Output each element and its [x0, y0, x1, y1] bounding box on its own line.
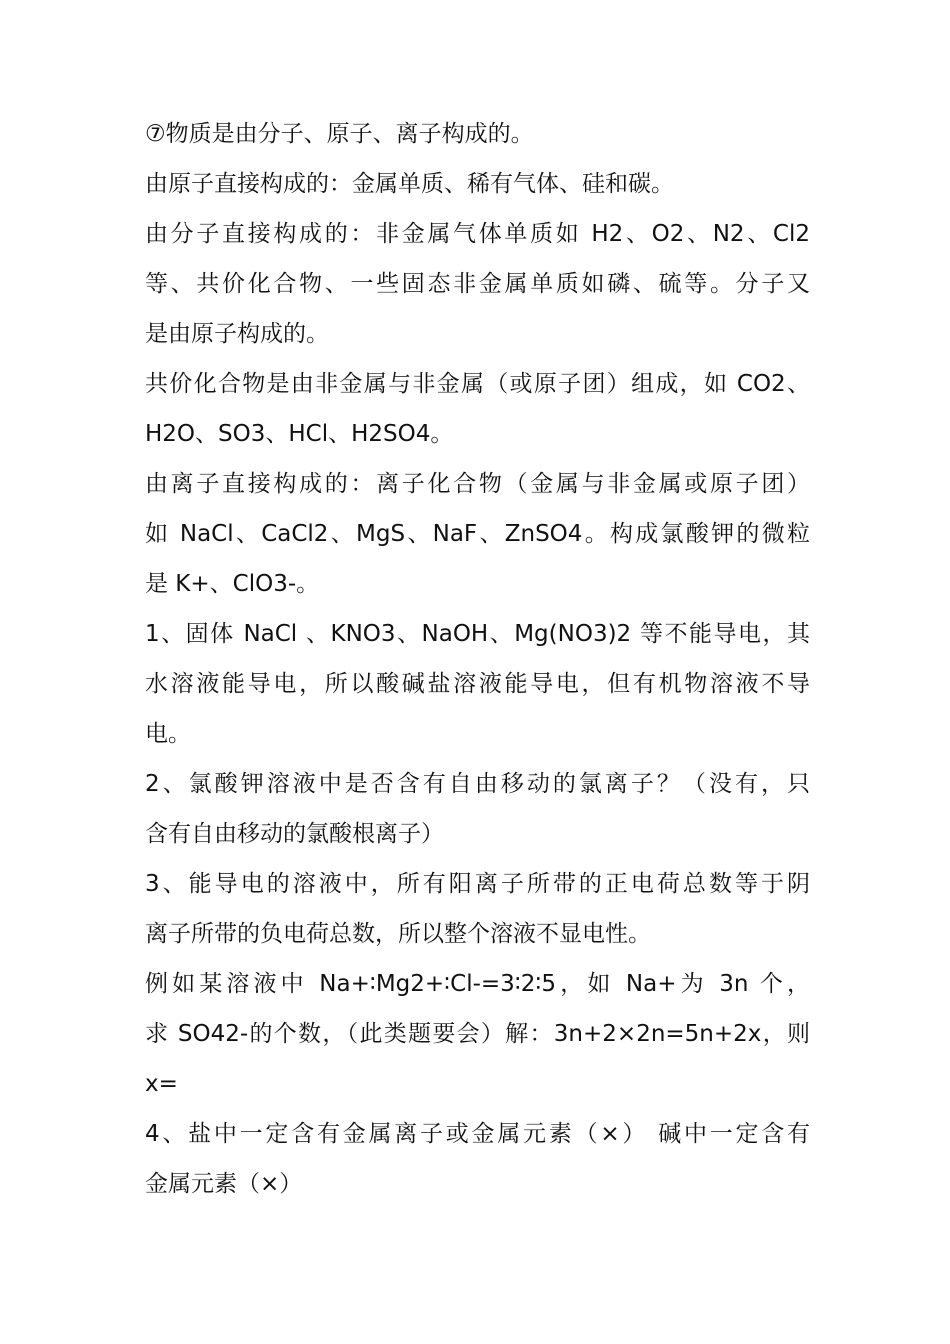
text-line: 求 SO42-的个数，（此类题要会）解：3n+2×2n=5n+2x，则 — [145, 1021, 810, 1047]
text-line: ⑦物质是由分子、原子、离子构成的。 — [145, 121, 534, 147]
text-line: 例如某溶液中 Na+∶Mg2+∶Cl-=3∶2∶5，如 Na+为 3n 个， — [145, 971, 810, 997]
text-line: 由分子直接构成的：非金属气体单质如 H2、O2、N2、Cl2 — [145, 221, 810, 247]
text-line: 3、能导电的溶液中，所有阳离子所带的正电荷总数等于阴 — [145, 871, 810, 897]
text-line: 金属元素（×） — [145, 1171, 303, 1197]
text-line: 等、共价化合物、一些固态非金属单质如磷、硫等。分子又 — [145, 271, 810, 297]
text-line: H2O、SO3、HCl、H2SO4。 — [145, 421, 454, 447]
text-line: 如 NaCl、CaCl2、MgS、NaF、ZnSO4。构成氯酸钾的微粒 — [145, 521, 810, 547]
document-body — [145, 109, 810, 1209]
text-line: 1、固体 NaCl 、KNO3、NaOH、Mg(NO3)2 等不能导电，其 — [145, 621, 810, 647]
text-line: 由原子直接构成的：金属单质、稀有气体、硅和碳。 — [145, 171, 674, 197]
text-line: 由离子直接构成的：离子化合物（金属与非金属或原子团） — [145, 471, 810, 497]
text-line: 电。 — [145, 721, 191, 747]
text-line: x= — [145, 1071, 178, 1097]
text-line: 含有自由移动的氯酸根离子） — [145, 821, 444, 847]
text-line: 共价化合物是由非金属与非金属（或原子团）组成，如 CO2、 — [145, 371, 810, 397]
text-line: 水溶液能导电，所以酸碱盐溶液能导电，但有机物溶液不导 — [145, 671, 810, 697]
text-line: 离子所带的负电荷总数，所以整个溶液不显电性。 — [145, 921, 651, 947]
text-line: 2、氯酸钾溶液中是否含有自由移动的氯离子？（没有，只 — [145, 771, 810, 797]
text-line: 4、盐中一定含有金属离子或金属元素（×） 碱中一定含有 — [145, 1121, 810, 1147]
text-line: 是由原子构成的。 — [145, 321, 329, 347]
text-line: 是 K+、ClO3-。 — [145, 571, 320, 597]
